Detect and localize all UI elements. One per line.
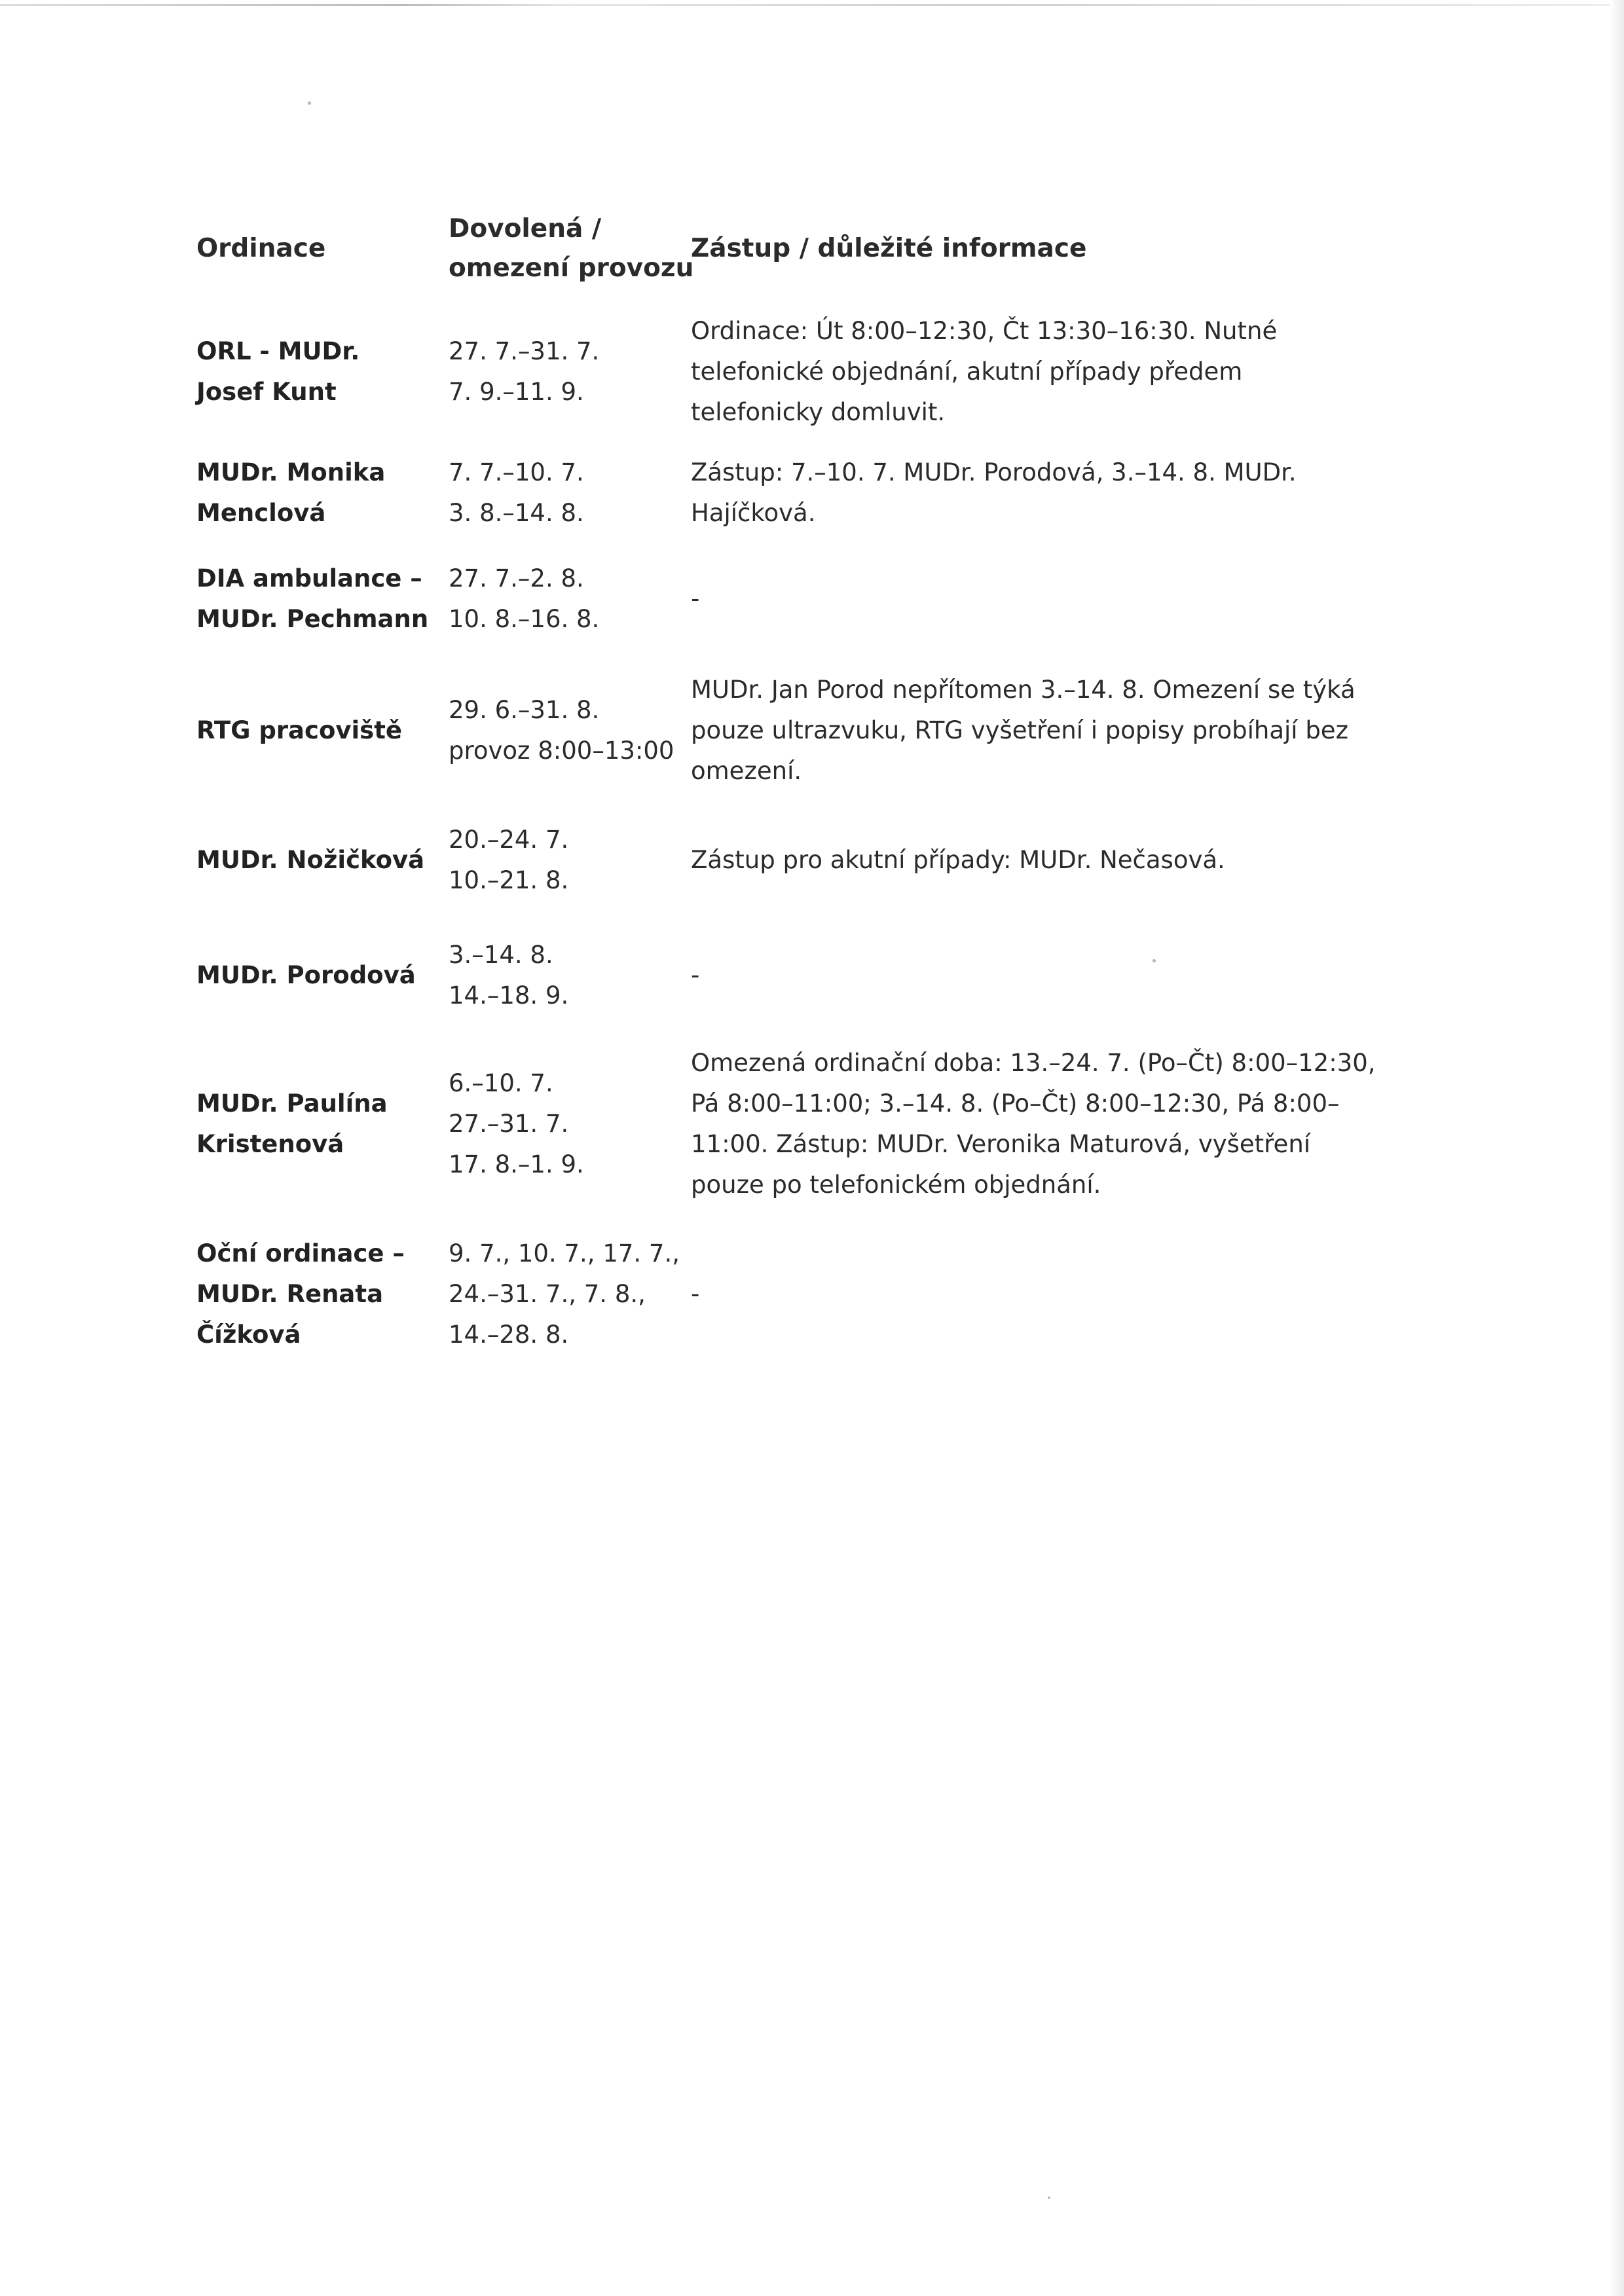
row-dates (449, 331, 691, 412)
row-dates (449, 935, 691, 1016)
row-name-line: Menclová (196, 499, 326, 527)
row-dates-line: 10. 8.–16. 8. (449, 605, 600, 633)
row-name-line: MUDr. Pechmann (196, 605, 429, 633)
row-info-line: Ordinace: Út 8:00–12:30, Čt 13:30–16:30. Nutné (691, 317, 1278, 345)
row-name-line: MUDr. Renata (196, 1280, 384, 1308)
row-dates-line: 27. 7.–2. 8. (449, 564, 584, 592)
table-row (196, 317, 1441, 426)
row-dates (449, 1063, 691, 1185)
row-dates-line: 7. 7.–10. 7. (449, 458, 584, 486)
row-name-line: Josef Kunt (196, 378, 337, 406)
scan-right-edge (1610, 0, 1624, 2296)
header-ordinace (196, 229, 449, 268)
table-row (196, 1049, 1441, 1199)
table-row (196, 935, 1441, 1016)
row-info (691, 955, 1441, 996)
row-dates-line: 17. 8.–1. 9. (449, 1150, 584, 1178)
row-name-line: RTG pracoviště (196, 716, 402, 744)
row-info-line: omezení. (691, 757, 802, 785)
schedule-table (196, 210, 1441, 1355)
row-info-line: telefonické objednání, akutní případy předem (691, 357, 1243, 386)
row-dates-line: 14.–28. 8. (449, 1321, 569, 1349)
table-row (196, 560, 1441, 638)
row-name-line: ORL - MUDr. (196, 337, 360, 365)
row-name-line: Kristenová (196, 1130, 344, 1158)
table-row (196, 457, 1441, 529)
row-dates-line: 29. 6.–31. 8. (449, 696, 600, 724)
row-info (691, 579, 1441, 619)
row-dates-line: 20.–24. 7. (449, 826, 569, 854)
header-zastup-label: Zástup / důležité informace (691, 234, 1087, 263)
row-dates-line: 3.–14. 8. (449, 941, 553, 969)
row-info (691, 840, 1441, 881)
row-info-line: MUDr. Jan Porod nepřítomen 3.–14. 8. Omezení se týká (691, 676, 1356, 704)
header-dovolena-line: omezení provozu (449, 253, 694, 283)
row-dates (449, 690, 691, 771)
row-name (196, 331, 449, 412)
scan-speck (1048, 2196, 1050, 2199)
row-info-line: 11:00. Zástup: MUDr. Veronika Maturová, vyšetření (691, 1130, 1311, 1158)
row-info (691, 1274, 1441, 1315)
row-dates-line: 6.–10. 7. (449, 1069, 553, 1097)
row-info-line: Pá 8:00–11:00; 3.–14. 8. (Po–Čt) 8:00–12:30, Pá 8:00– (691, 1089, 1340, 1118)
row-dates-line: 9. 7., 10. 7., 17. 7., (449, 1239, 680, 1267)
row-name (196, 710, 449, 751)
row-dates-line: 10.–21. 8. (449, 866, 569, 894)
row-info-line: - (691, 1280, 700, 1308)
row-dates-line: 7. 9.–11. 9. (449, 378, 584, 406)
header-dovolena (449, 210, 694, 288)
row-name (196, 955, 449, 996)
row-dates-line: 27. 7.–31. 7. (449, 337, 600, 365)
row-dates-line: 24.–31. 7., 7. 8., (449, 1280, 646, 1308)
row-name (196, 1233, 449, 1355)
row-dates (449, 1233, 691, 1355)
row-info-line: pouze po telefonickém objednání. (691, 1171, 1101, 1199)
row-info-line: Omezená ordinační doba: 13.–24. 7. (Po–Čt) 8:00–12:30, (691, 1049, 1376, 1077)
row-info-line: telefonicky domluvit. (691, 398, 946, 426)
row-info-line: pouze ultrazvuku, RTG vyšetření i popisy probíhají bez (691, 716, 1348, 744)
row-name (196, 558, 449, 640)
row-name-line: Čížková (196, 1321, 301, 1349)
row-name-line: MUDr. Nožičková (196, 846, 425, 874)
row-dates-line: 3. 8.–14. 8. (449, 499, 584, 527)
row-dates-line: 27.–31. 7. (449, 1110, 569, 1138)
table-row (196, 1233, 1441, 1355)
row-info (691, 1043, 1441, 1205)
row-info-line: - (691, 961, 700, 989)
row-info (691, 311, 1441, 433)
header-zastup (691, 229, 1441, 268)
header-ordinace-label: Ordinace (196, 234, 326, 263)
row-dates (449, 558, 691, 640)
row-info (691, 452, 1441, 534)
row-info-line: Zástup: 7.–10. 7. MUDr. Porodová, 3.–14. 8. MUDr. (691, 458, 1297, 486)
row-name-line: MUDr. Monika (196, 458, 386, 486)
row-info-line: - (691, 585, 700, 613)
row-name (196, 1084, 449, 1165)
table-row (196, 818, 1441, 902)
row-info-line: Zástup pro akutní případy: MUDr. Nečasová. (691, 846, 1225, 874)
scan-top-edge (0, 4, 1624, 6)
row-info (691, 670, 1441, 792)
row-name-line: MUDr. Paulína (196, 1089, 388, 1118)
row-dates-line: provoz 8:00–13:00 (449, 737, 674, 765)
table-header (196, 210, 1441, 288)
row-name (196, 452, 449, 534)
row-name-line: Oční ordinace – (196, 1239, 405, 1267)
row-dates-line: 14.–18. 9. (449, 981, 569, 1010)
row-name (196, 840, 449, 881)
scan-speck (308, 101, 311, 105)
row-dates (449, 820, 691, 901)
table-row (196, 676, 1441, 786)
row-info-line: Hajíčková. (691, 499, 816, 527)
header-dovolena-line: Dovolená / (449, 214, 602, 244)
row-name-line: MUDr. Porodová (196, 961, 416, 989)
row-dates (449, 452, 691, 534)
row-name-line: DIA ambulance – (196, 564, 422, 592)
